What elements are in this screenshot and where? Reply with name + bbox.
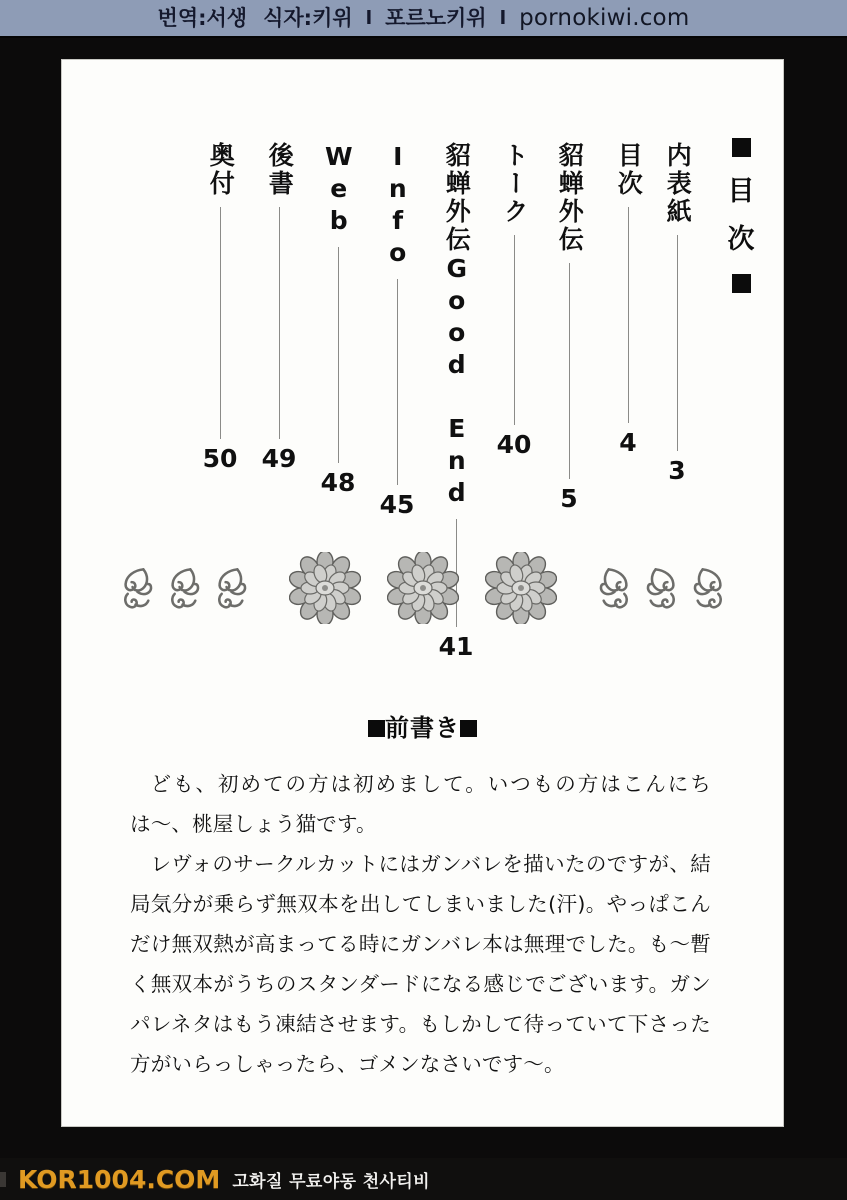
- toc-leader-line: [677, 235, 678, 451]
- preface-heading: [62, 708, 783, 743]
- filled-square-icon: [732, 274, 751, 293]
- leaf-scroll-flourish-icon: [208, 561, 255, 615]
- rosette-medallion-icon: [387, 552, 459, 624]
- leaf-scroll-flourish-icon: [638, 561, 685, 615]
- preface-section: [62, 708, 783, 1085]
- ornament-divider-band: [62, 548, 783, 628]
- typesetter-credit: 식자:키위: [263, 5, 353, 30]
- leaf-scroll-flourish-icon: [591, 561, 638, 615]
- toc-entry[interactable]: [608, 142, 648, 455]
- toc-page-number: 48: [320, 468, 356, 497]
- toc-entry-label: 目次: [614, 142, 644, 198]
- toc-entry-label: 貂蝉外伝: [555, 142, 585, 254]
- toc-leader-line: [338, 247, 339, 463]
- toc-page-number: 41: [438, 632, 474, 661]
- toc-entry-label: 奥付: [206, 142, 236, 198]
- toc-page-number: 40: [496, 430, 532, 459]
- toc-page-number: 4: [619, 428, 637, 457]
- ornament-group-left: [114, 561, 255, 615]
- toc-page-number: 5: [560, 484, 578, 513]
- credit-separator-2: l: [499, 7, 507, 29]
- watermark-tagline: 고화질 무료야동 천사티비: [232, 1171, 430, 1192]
- credit-separator-1: l: [365, 7, 373, 29]
- toc-entry-label: Web: [324, 142, 354, 238]
- toc-entry-label: 後書: [265, 142, 295, 198]
- ornament-group-right: [591, 561, 732, 615]
- toc-entry-label: トーク: [500, 142, 530, 226]
- toc-entry[interactable]: [657, 142, 697, 483]
- preface-heading-text: 前書き: [385, 714, 460, 742]
- toc-leader-line: [397, 279, 398, 485]
- toc-heading-column: [721, 138, 761, 293]
- preface-paragraph: ども、初めての方は初めまして。いつもの方はこんにちは〜、桃屋しょう猫です。: [130, 772, 711, 836]
- toc-page-number: 50: [202, 444, 238, 473]
- rosette-medallion-icon: [289, 552, 361, 624]
- filled-square-icon: [368, 720, 385, 737]
- toc-entry-label: 貂蝉外伝: [442, 142, 472, 254]
- toc-entry[interactable]: [200, 142, 240, 471]
- toc-entry[interactable]: [259, 142, 299, 471]
- watermark-bar: [0, 1158, 847, 1200]
- toc-leader-line: [220, 207, 221, 439]
- ornament-group-center: [289, 552, 557, 624]
- translator-credit: 번역:서생: [157, 5, 248, 30]
- toc-entry[interactable]: [377, 142, 417, 517]
- table-of-contents: [62, 60, 783, 661]
- toc-leader-line: [569, 263, 570, 479]
- filled-square-icon: [732, 138, 751, 157]
- leaf-scroll-flourish-icon: [114, 561, 161, 615]
- preface-paragraph: レヴォのサークルカットにはガンバレを描いたのですが、結局気分が乗らず無双本を出してしまいました(汗)。やっぱこんだけ無双熱が高まってる時にガンバレ本は無理でした。も〜暫く無双本がうちのスタンダードになる感じでございます。ガンパレネタはもう凍結させます。もしかして待っていて下さった方がいらっしゃったら、ゴメンなさいです〜。: [130, 851, 711, 1076]
- toc-heading-char-1: 目: [727, 176, 755, 207]
- preface-body: [130, 765, 711, 1085]
- filled-square-icon: [460, 720, 477, 737]
- watermark-brand[interactable]: KOR1004.COM: [18, 1164, 221, 1194]
- site-name-korean: 포르노키위: [385, 5, 487, 30]
- scanned-page-sheet: [62, 60, 783, 1126]
- toc-entry[interactable]: [318, 142, 358, 495]
- toc-leader-line: [279, 207, 280, 439]
- toc-leader-line: [514, 235, 515, 425]
- toc-page-number: 3: [668, 456, 686, 485]
- leaf-scroll-flourish-icon: [161, 561, 208, 615]
- toc-entry-label: Info: [383, 142, 413, 270]
- toc-page-number: 49: [261, 444, 297, 473]
- credit-banner: [0, 0, 847, 38]
- toc-entry[interactable]: [494, 142, 534, 457]
- toc-leader-line: [628, 207, 629, 423]
- toc-page-number: 45: [379, 490, 415, 519]
- leaf-scroll-flourish-icon: [685, 561, 732, 615]
- toc-heading-char-2: 次: [727, 224, 755, 255]
- site-url-link[interactable]: pornokiwi.com: [519, 5, 690, 31]
- toc-entry-label: 内表紙: [663, 142, 693, 226]
- rosette-medallion-icon: [485, 552, 557, 624]
- toc-entry-latin-label: Good End: [442, 254, 472, 510]
- watermark-chip-icon: [0, 1172, 6, 1187]
- toc-entry[interactable]: [549, 142, 589, 511]
